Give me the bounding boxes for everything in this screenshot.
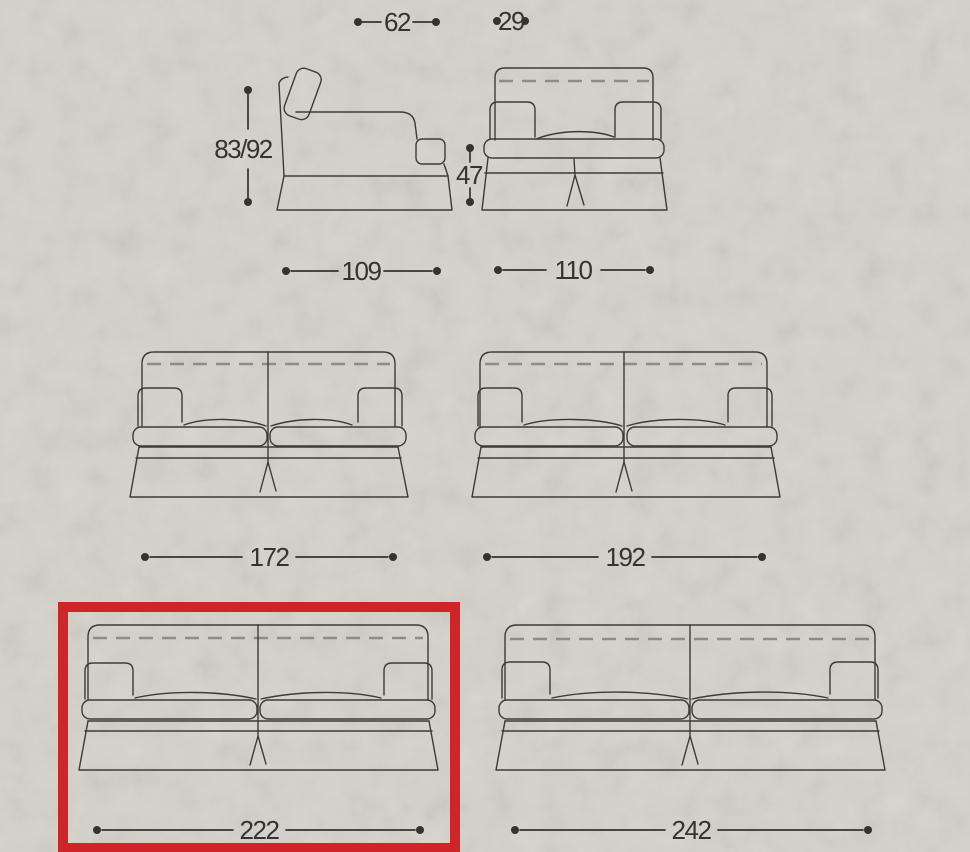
dim-dot	[511, 826, 519, 834]
dim-dot	[864, 826, 872, 834]
dim-29	[493, 6, 529, 36]
dim-dot	[466, 144, 474, 152]
dim-dot	[433, 267, 441, 275]
dim-222-label: 222	[239, 815, 279, 845]
dim-dot	[466, 198, 474, 206]
dim-dot	[244, 198, 252, 206]
dim-110-label: 110	[554, 255, 592, 285]
dim-height-label: 83/92	[214, 134, 272, 164]
dim-dot	[432, 18, 440, 26]
dim-192-label: 192	[605, 542, 645, 572]
dim-62-label: 62	[384, 7, 410, 37]
dim-47-label: 47	[456, 160, 482, 190]
dim-dot	[646, 266, 654, 274]
dim-dot	[354, 18, 362, 26]
dim-dot	[244, 86, 252, 94]
dim-29-label: 29	[498, 6, 524, 36]
dim-dot	[282, 267, 290, 275]
dim-dot	[758, 553, 766, 561]
dim-dot	[141, 553, 149, 561]
dim-dot	[416, 826, 424, 834]
dim-dot	[483, 553, 491, 561]
dim-109-label: 109	[341, 256, 381, 286]
dim-dot	[93, 826, 101, 834]
dim-dot	[389, 553, 397, 561]
dim-dot	[494, 266, 502, 274]
dim-172-label: 172	[249, 542, 289, 572]
dim-242-label: 242	[671, 815, 711, 845]
